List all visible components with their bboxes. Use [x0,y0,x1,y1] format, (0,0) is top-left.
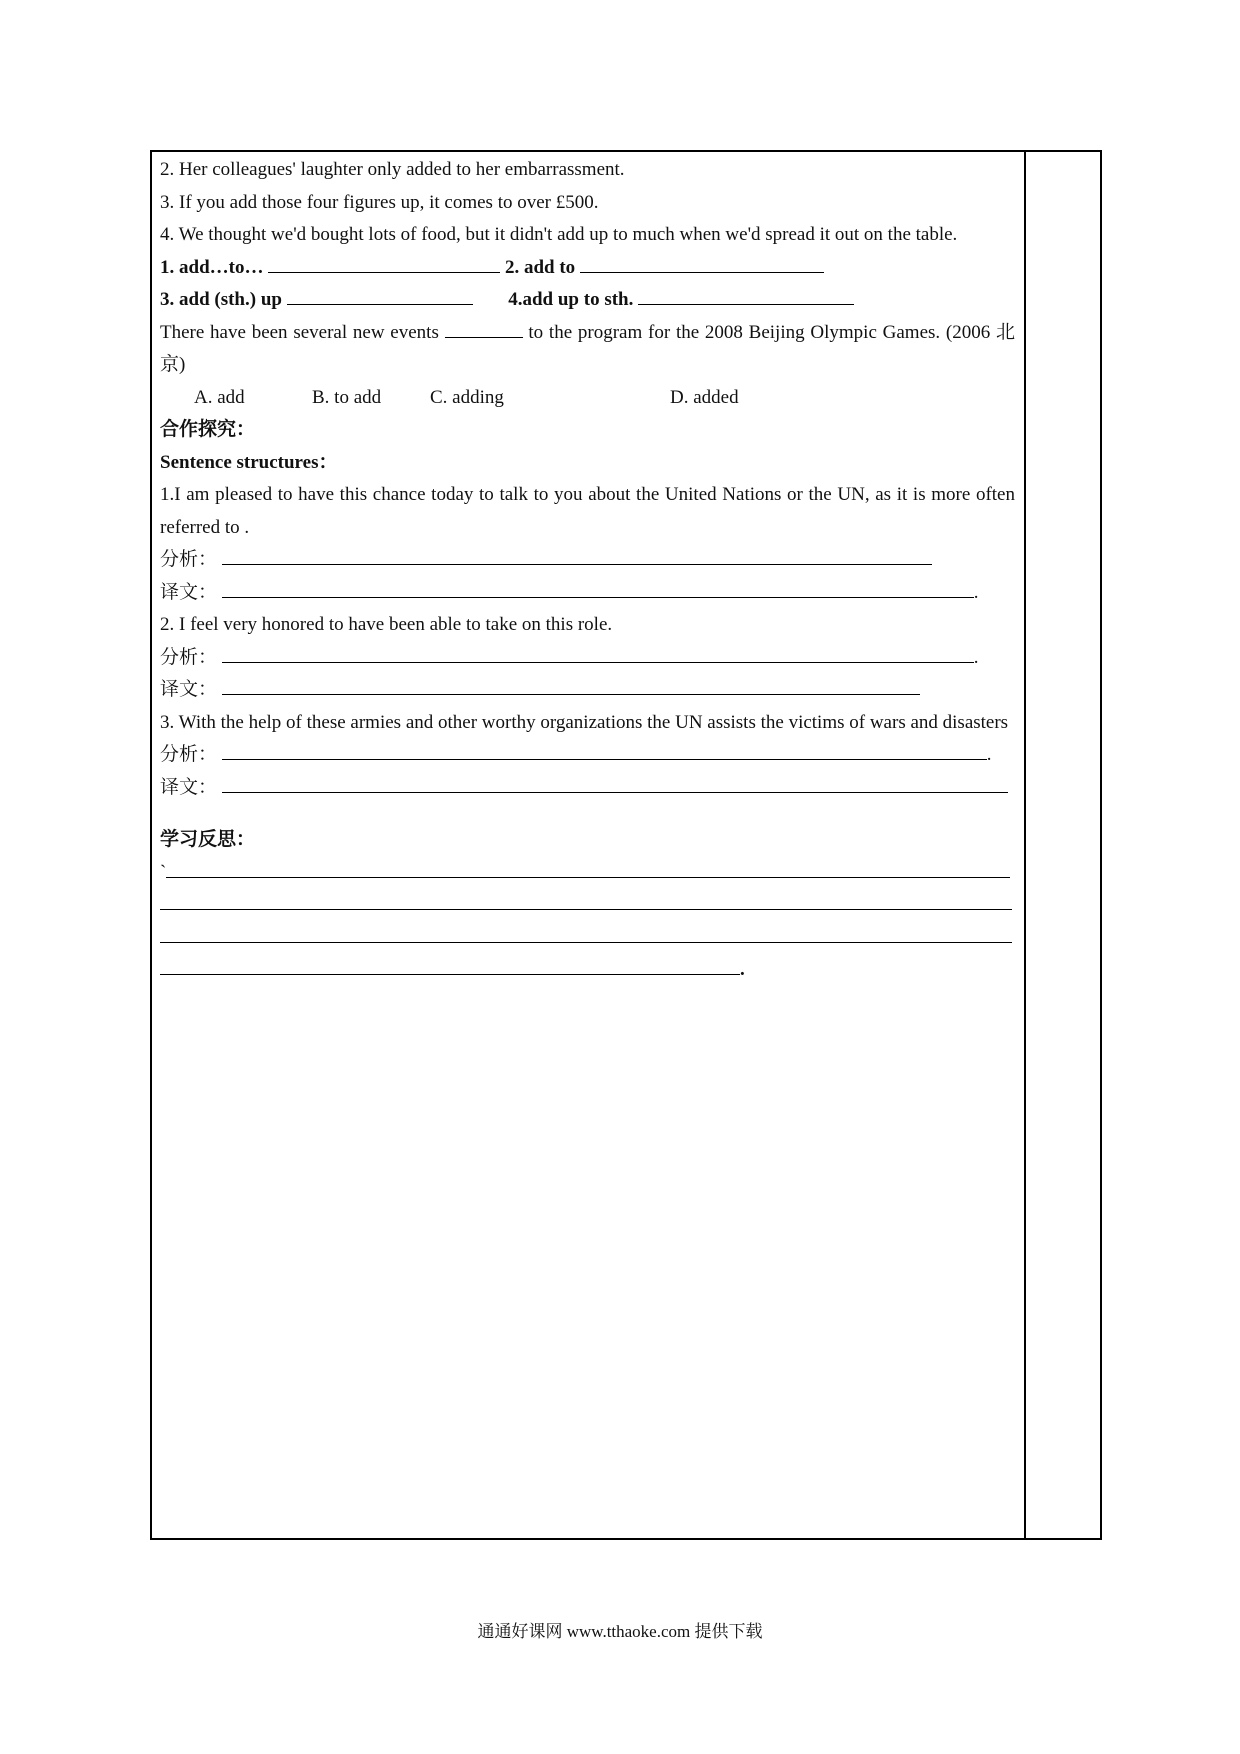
mcq-option-d[interactable]: D. added [670,386,739,408]
mcq-option-b[interactable]: B. to add [312,386,382,408]
translation-blank-2[interactable] [222,676,920,695]
mcq-stem-part2: to the program for the 2008 Beijing Olympic Games. (2006 北京) [160,321,1015,375]
mcq-option-a[interactable]: A. add [194,386,245,408]
sentence-structures-heading: Sentence structures： [160,451,338,473]
analysis-row-2: 分析： . [160,642,1015,675]
analysis-blank-3[interactable] [222,741,987,760]
reflection-line-4: . [160,954,1015,987]
cooperation-heading: 合作探究： [160,419,256,440]
structure-sentence-3: 3. With the help of these armies and other worthy organizations the UN assists the victims of wars and disasters [160,711,1009,733]
phrase-row-2 [160,284,1015,317]
reflection-lead-mark: ` [160,861,167,883]
phrase-3-blank[interactable] [287,286,473,305]
structure-sentence-1: 1.I am pleased to have this chance today to talk to you about the United Nations or the UN, as it is more often referred to . [160,484,1015,538]
analysis-label-1: 分析： [160,549,218,570]
example-sentence-3: 3. If you add those four figures up, it comes to over £500. [160,191,599,213]
phrase-2-blank[interactable] [580,254,824,273]
translation-label-3: 译文： [160,776,218,798]
phrase-4-blank[interactable] [638,286,854,305]
example-sentence-2: 2. Her colleagues' laughter only added to her embarrassment. [160,159,625,180]
translation-row-1: 译文： . [160,577,1015,610]
mcq-stem-part1: There have been several new events [160,321,439,343]
analysis-label-3: 分析： [160,744,218,765]
page-footer: 通通好课网 www.tthaoke.com 提供下载 [477,1622,763,1641]
phrase-add-to: 2. add to [504,256,576,278]
translation-blank-3[interactable] [222,774,1008,793]
mcq-option-c[interactable]: C. adding [430,386,504,408]
reflection-blank-2[interactable] [160,891,1012,910]
phrase-1-blank[interactable] [268,254,500,273]
example-sentence-4: 4. We thought we'd bought lots of food, but it didn't add up to much when we'd spread it out on the table. [160,224,958,245]
analysis-row-1 [160,544,1015,577]
phrase-add-up: 3. add (sth.) up [160,289,282,310]
phrase-row-1 [160,252,1015,285]
mcq-blank[interactable] [445,319,523,338]
reflection-blank-1[interactable] [166,859,1010,878]
right-column-divider [1024,150,1026,1540]
translation-label-1: 译文： [160,581,218,603]
analysis-label-2: 分析： [160,646,218,668]
worksheet-content [160,154,1015,987]
phrase-add-to-dots: 1. add…to… [160,256,264,278]
reflection-line-3 [160,922,1015,955]
reflection-line-2 [160,889,1015,922]
translation-label-2: 译文： [160,679,218,700]
reflection-line-1 [160,857,1015,890]
mcq-options [160,382,1015,415]
analysis-blank-1[interactable] [222,546,932,565]
structure-sentence-2: 2. I feel very honored to have been able to take on this role. [160,614,613,635]
reflection-blank-3[interactable] [160,924,1012,943]
reflection-blank-4[interactable] [160,956,740,975]
mcq-stem [160,317,1015,382]
translation-row-2 [160,674,1015,707]
analysis-row-3: 分析： . [160,739,1015,772]
translation-blank-1[interactable] [222,579,974,598]
phrase-add-up-to: 4.add up to sth. [508,289,634,310]
reflection-heading: 学习反思： [160,829,256,850]
translation-row-3 [160,772,1015,805]
analysis-blank-2[interactable] [222,644,974,663]
